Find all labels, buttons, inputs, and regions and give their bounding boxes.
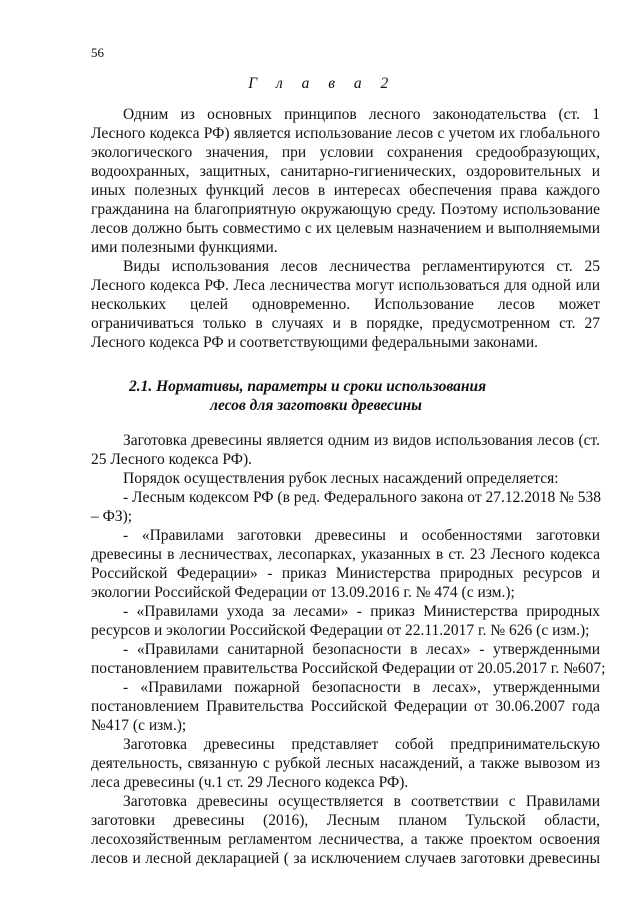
intro-line: Одним из основных принципов лесного законодательства (ст. 1 <box>123 106 600 123</box>
body-line: лесохозяйственным регламентом лесничества, а также проектом освоения <box>91 831 600 848</box>
intro-line: гражданина на благоприятную окружающую среду. Поэтому использование <box>91 201 600 218</box>
body-line: ресурсов и экологии Российской Федерации от 22.11.2017 г. № 626 (с изм.); <box>91 622 590 639</box>
body-line: 25 Лесного кодекса РФ). <box>91 451 252 468</box>
intro-line: нескольких целей одновременно. Использование лесов может <box>91 296 600 313</box>
section-title-line: лесов для заготовки древесины <box>210 397 422 414</box>
body-line: - «Правилами заготовки древесины и особенностями заготовки <box>123 527 600 544</box>
body-line: - «Правилами санитарной безопасности в лесах» - утвержденными <box>123 641 600 658</box>
intro-line: иных полезных функций лесов в интересах обеспечения права каждого <box>91 182 600 199</box>
body-line: постановлением правительства Российской Федерации от 20.05.2017 г. №607; <box>91 660 606 677</box>
intro-line: Лесного кодекса РФ и соответствующими федеральными законами. <box>91 334 539 351</box>
body-line: лесов и лесной декларацией ( за исключением случаев заготовки древесины <box>91 850 600 867</box>
body-line: - «Правилами пожарной безопасности в лесах», утвержденными <box>123 679 600 696</box>
body-line: постановлением Правительства Российской Федерации от 30.06.2007 года <box>91 698 600 715</box>
body-line: Заготовка древесины представляет собой предпринимательскую <box>123 736 600 753</box>
body-line: Заготовка древесины является одним из видов использования лесов (ст. <box>123 432 600 449</box>
body-line: Российской Федерации» - приказ Министерства природных ресурсов и <box>91 565 600 582</box>
body-line: Порядок осуществления рубок лесных насаждений определяется: <box>123 470 559 487</box>
page-number: 56 <box>91 45 104 60</box>
intro-line: Лесного кодекса РФ. Леса лесничества могут использоваться для одной или <box>91 277 600 294</box>
body-line: древесины в лесничествах, лесопарках, указанных в ст. 23 Лесного кодекса <box>91 546 600 563</box>
intro-line: лесов должно быть совместимо с их целевым назначением и выполняемыми <box>91 220 600 237</box>
body-line: леса древесины (ч.1 ст. 29 Лесного кодекса РФ). <box>91 774 409 791</box>
chapter-title: Г л а в а 2 <box>248 75 392 92</box>
intro-line: водоохранных, защитных, санитарно-гигиенических, оздоровительных и <box>91 163 600 180</box>
intro-line: ограничиваться только в случаях и в порядке, предусмотренном ст. 27 <box>91 315 600 332</box>
body-line: №417 (с изм.); <box>91 717 187 734</box>
body-line: экологии Российской Федерации от 13.09.2016 г. № 474 (с изм.); <box>91 584 515 601</box>
body-line: - Лесным кодексом РФ (в ред. Федерального закона от 27.12.2018 № 538 <box>123 489 602 506</box>
body-line: Заготовка древесины осуществляется в соответствии с Правилами <box>123 793 600 810</box>
body-line: – ФЗ); <box>91 508 133 525</box>
body-line: деятельность, связанную с рубкой лесных насаждений, а также вывозом из <box>91 755 600 772</box>
intro-line: ими полезными функциями. <box>91 239 278 256</box>
section-title-line: 2.1. Нормативы, параметры и сроки использования <box>129 378 487 395</box>
body-line: - «Правилами ухода за лесами» - приказ Министерства природных <box>123 603 600 620</box>
intro-line: экологического значения, при условии сохранения средообразующих, <box>91 144 600 161</box>
intro-line: Виды использования лесов лесничества регламентируются ст. 25 <box>123 258 600 275</box>
body-line: заготовки древесины (2016), Лесным планом Тульской области, <box>91 812 600 829</box>
intro-line: Лесного кодекса РФ) является использование лесов с учетом их глобального <box>91 125 600 142</box>
